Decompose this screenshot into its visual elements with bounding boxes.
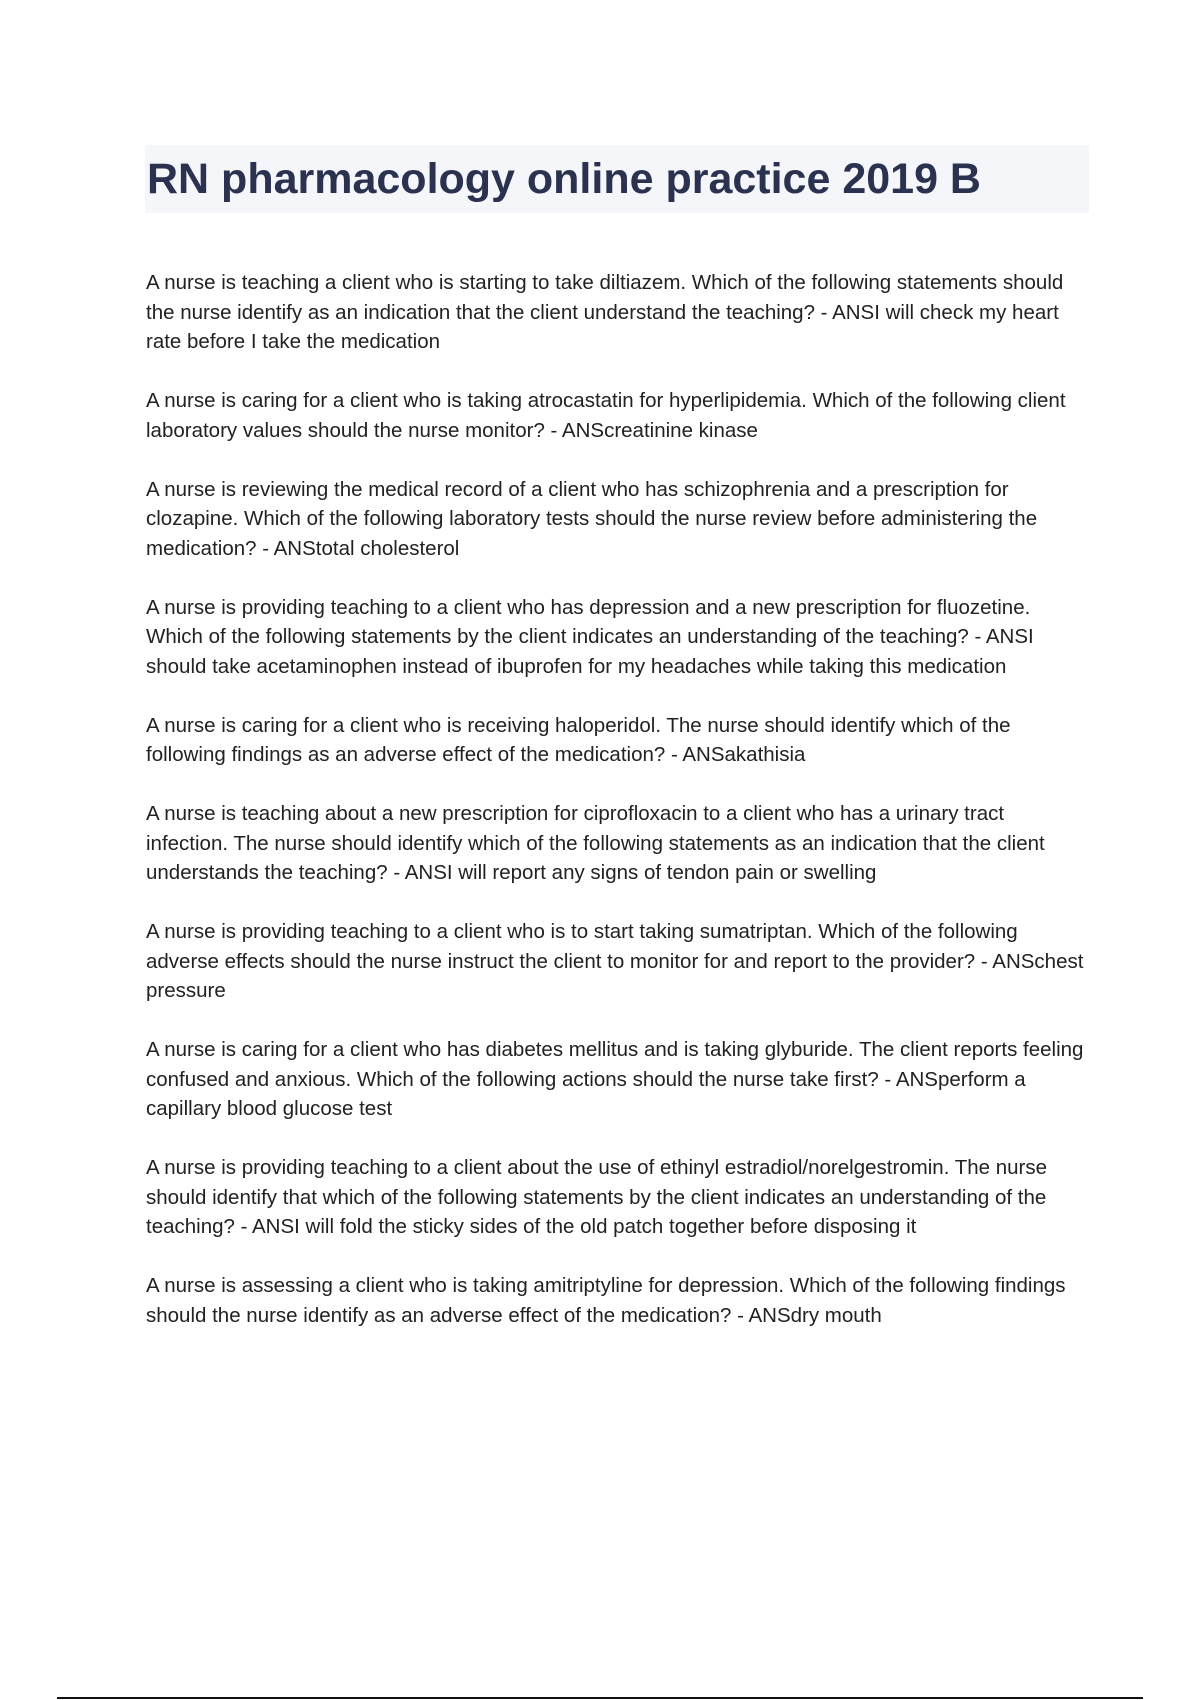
page-title: RN pharmacology online practice 2019 B — [147, 154, 981, 203]
question-item: A nurse is teaching about a new prescription for ciprofloxacin to a client who has a urinary tract infection. The nurse should identify which of the following statements as an indication that the client understands the teaching? - ANSI will report any signs of tendon pain or swelling — [146, 802, 1045, 884]
question-item: A nurse is caring for a client who has diabetes mellitus and is taking glyburide. The client reports feeling confused and anxious. Which of the following actions should the nurse take first? - ANSperform a capillary blood glucose test — [146, 1038, 1084, 1120]
question-item: A nurse is teaching a client who is starting to take diltiazem. Which of the following statements should the nurse identify as an indication that the client understand the teaching? - ANSI will check my heart rate before I take the medication — [146, 271, 1064, 353]
question-item: A nurse is providing teaching to a client who has depression and a new prescription for fluozetine. Which of the following statements by the client indicates an understanding of the teaching? - ANSI should take acetaminophen instead of ibuprofen for my headaches while taking this medication — [146, 595, 1034, 678]
footer-divider — [57, 1697, 1143, 1699]
question-item: A nurse is caring for a client who is receiving haloperidol. The nurse should identify which of the following findings as an adverse effect of the medication? - ANSakathisia — [146, 713, 1011, 766]
question-item: A nurse is caring for a client who is taking atrocastatin for hyperlipidemia. Which of the following client laboratory values should the nurse monitor? - ANScreatinine kinase — [146, 389, 1066, 442]
question-item: A nurse is providing teaching to a client about the use of ethinyl estradiol/norelgestromin. The nurse should identify that which of the following statements by the client indicates an understanding of the teaching? - ANSI will fold the sticky sides of the old patch together before disposing it — [146, 1156, 1048, 1238]
question-item: A nurse is reviewing the medical record of a client who has schizophrenia and a prescription for clozapine. Which of the following laboratory tests should the nurse review before administering the medication? - ANStotal cholesterol — [146, 477, 1038, 560]
question-list — [146, 268, 1091, 1360]
question-item: A nurse is assessing a client who is taking amitriptyline for depression. Which of the following findings should the nurse identify as an adverse effect of the medication? - ANSdry mouth — [146, 1274, 1066, 1327]
title-banner — [145, 145, 1089, 213]
question-item: A nurse is providing teaching to a client who is to start taking sumatriptan. Which of the following adverse effects should the nurse instruct the client to monitor for and report to the provider? - ANSchest pressure — [146, 920, 1084, 1002]
